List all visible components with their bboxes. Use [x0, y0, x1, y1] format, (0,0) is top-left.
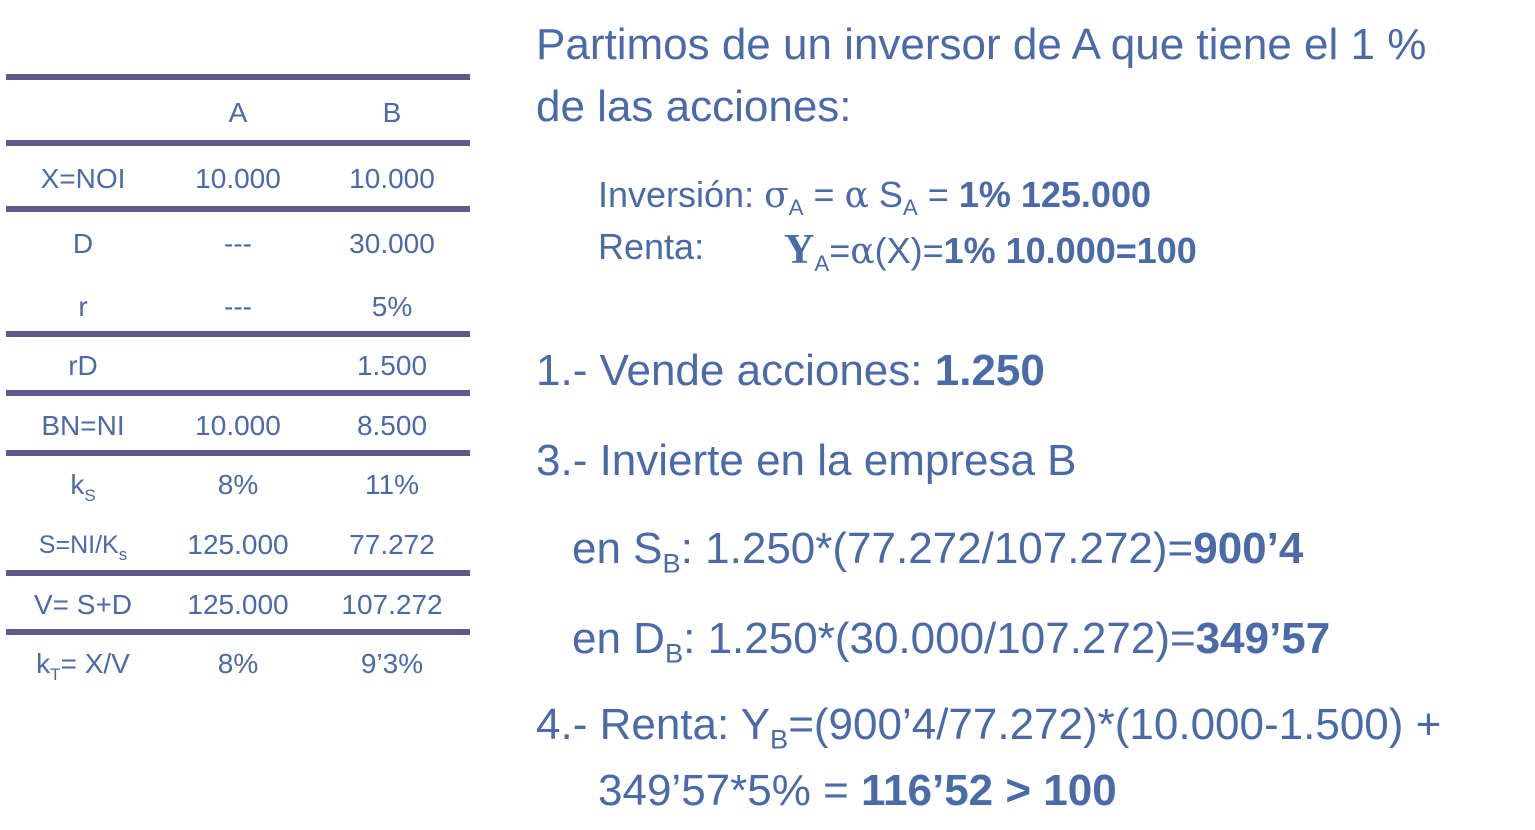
intro-line-1: Partimos de un inversor de A que tiene el 1 %	[536, 20, 1427, 69]
cell-a: 8%	[217, 648, 259, 679]
cell-a: 10.000	[195, 163, 281, 194]
cell-b: 5%	[371, 291, 413, 322]
step-4: 4.- Renta: $Y_B=(900’4/77.272)*(10.000-1.500)$ +	[536, 700, 1442, 755]
cell-b: 8.500	[356, 410, 428, 441]
table-rule	[6, 390, 470, 396]
cell-a: 125.000	[187, 589, 289, 620]
table-rule	[6, 570, 470, 576]
table-rule	[6, 206, 470, 212]
row-label: rD	[68, 350, 98, 381]
row-label: $k_S$	[70, 469, 96, 505]
step-3: 3.- Invierte en la empresa B	[536, 436, 1077, 485]
cell-b: 11%	[365, 469, 419, 500]
row-label: r	[78, 291, 88, 322]
step-4-line-2: 349’57*5% = 116’52 > 100	[598, 766, 1117, 815]
intro-line-2: de las acciones:	[536, 82, 852, 131]
cell-b: 30.000	[349, 228, 435, 259]
row-label: D	[72, 228, 94, 259]
cell-a: 8%	[217, 469, 259, 500]
renta-formula: $Y_A=\alpha(X)=1\%$ 10.000=100	[784, 227, 1197, 276]
row-label: V= S+D	[33, 589, 133, 620]
cell-b: 9’3%	[360, 648, 424, 679]
cell-b: 77.272	[349, 529, 435, 560]
cell-b: 10.000	[349, 163, 435, 194]
inversion-formula: Inversión: $\sigma_A = \alpha$ $S_A = 1\%$ 125.000	[598, 174, 1151, 220]
cell-b: 1.500	[356, 350, 428, 381]
step-1: 1.- Vende acciones: 1.250	[536, 346, 1045, 395]
table-rule	[6, 74, 470, 80]
investment-in-s: en $S_B$: 1.250*(77.272/107.272)=900’4	[572, 524, 1304, 579]
renta-label: Renta:	[598, 226, 705, 267]
row-label: $k_T= X/V$	[36, 648, 130, 684]
cell-a: ---	[224, 291, 252, 322]
cell-b: 107.272	[341, 589, 443, 620]
column-header-a: A	[228, 97, 248, 128]
column-header-b: B	[382, 97, 402, 128]
table-rule	[6, 629, 470, 635]
row-label: $S=NI/K_s$	[38, 531, 128, 564]
cell-a: 10.000	[195, 410, 281, 441]
cell-a: ---	[224, 228, 252, 259]
row-label: BN=NI	[41, 410, 125, 441]
row-label: X=NOI	[40, 163, 126, 194]
table-rule	[6, 140, 470, 146]
investment-in-d: en $D_B$: 1.250*(30.000/107.272)=349’57	[572, 614, 1331, 669]
financial-table	[0, 0, 480, 830]
cell-a: 125.000	[187, 529, 289, 560]
table-rule	[6, 450, 470, 456]
table-rule	[6, 331, 470, 337]
